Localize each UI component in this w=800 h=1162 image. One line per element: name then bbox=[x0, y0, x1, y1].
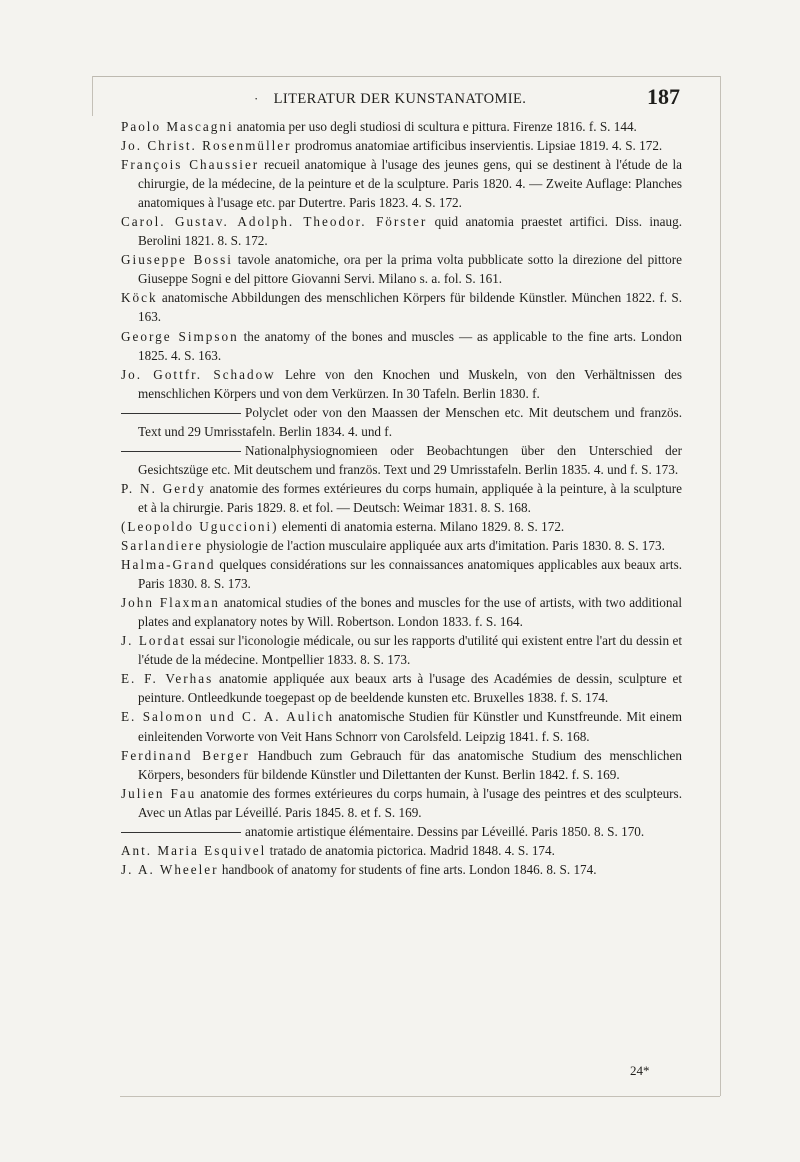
entry-text: Nationalphysiognomieen oder Beobachtungen über den Unterschied der Gesichtszüge etc. Mit deutschem und französ. Text und 29 Umrisstafeln. Berlin 1835. 4. und f. S. 173. bbox=[138, 442, 682, 477]
entry-author: François Chaussier bbox=[121, 157, 260, 173]
bibliography-entry bbox=[121, 746, 682, 784]
entry-text: anatomische Studien für Künstler und Kunstfreunde. Mit einem einleitenden Vorworte von Veit Hans Schnorr von Carolsfeld. Leipzig 1841. f. S. 168. bbox=[138, 709, 683, 744]
entry-text: quelques considérations sur les connaissances anatomiques applicables aux beaux arts. Paris 1830. 8. S. 173. bbox=[138, 557, 682, 592]
entry-text: anatomia per uso degli studiosi di scultura e pittura. Firenze 1816. f. S. 144. bbox=[233, 119, 637, 134]
signature-mark: 24* bbox=[630, 1063, 650, 1078]
bibliography-entry bbox=[121, 860, 682, 879]
bibliography-entry bbox=[121, 155, 682, 212]
bibliography-entry bbox=[121, 517, 682, 536]
bibliography-entry bbox=[121, 250, 682, 288]
bibliography-entry bbox=[121, 136, 682, 155]
entry-text: essai sur l'iconologie médicale, ou sur les rapports d'utilité qui existent entre l'art du dessin et l'étude de la médecine. Montpellier 1833. 8. S. 173. bbox=[138, 633, 682, 668]
running-header bbox=[120, 84, 680, 113]
page-border-bottom bbox=[120, 1096, 720, 1097]
bibliography-entry bbox=[121, 784, 682, 822]
entry-text: anatomie des formes extérieures du corps humain, à l'usage des peintres et des sculpteurs. Avec un Atlas par Léveillé. Paris 1845. 8. et f. S. 169. bbox=[138, 785, 682, 820]
page-border-right bbox=[720, 76, 721, 1096]
entry-text: prodromus anatomiae artificibus inservientis. Lipsiae 1819. 4. S. 172. bbox=[291, 138, 663, 154]
entry-author: Jo. Christ. Rosenmüller bbox=[121, 138, 292, 154]
entry-author: Sarlandiere bbox=[121, 538, 204, 554]
entry-text: the anatomy of the bones and muscles — as applicable to the fine arts. London 1825. 4. S. 163. bbox=[138, 328, 682, 363]
page-border-left bbox=[92, 76, 93, 116]
bibliography-entry bbox=[121, 555, 682, 593]
bibliography-entry bbox=[121, 288, 682, 326]
page-number: 187 bbox=[647, 84, 680, 109]
entry-text: Polyclet oder von den Maassen der Menschen etc. Mit deutschem und französ. Text und 29 Umrisstafeln. Berlin 1834. 4. und f. bbox=[138, 404, 682, 439]
header-title: LITERATUR DER KUNSTANATOMIE. bbox=[273, 91, 527, 107]
bibliography-entry bbox=[121, 536, 682, 555]
bibliography-entry bbox=[121, 669, 682, 707]
entry-author: Halma-Grand bbox=[121, 557, 216, 573]
entry-text: tratado de anatomia pictorica. Madrid 1848. 4. S. 174. bbox=[266, 842, 555, 858]
entry-author: J. Lordat bbox=[121, 633, 187, 649]
entry-text: anatomie des formes extérieures du corps humain, appliquée à la peinture, à la sculpture et à la chirurgie. Paris 1829. 8. et fol. — Deutsch: Weimar 1831. 8. S. 168. bbox=[138, 480, 683, 515]
entry-author: Ant. Maria Esquivel bbox=[121, 842, 267, 858]
bibliography-entry bbox=[121, 365, 682, 403]
bibliography-entry bbox=[121, 212, 682, 250]
entry-author: George Simpson bbox=[121, 328, 239, 344]
entry-text: quid anatomia praestet artifici. Diss. inaug. Berolini 1821. 8. S. 172. bbox=[138, 214, 682, 249]
entry-text: anatomical studies of the bones and muscles for the use of artists, with two additional plates and explanatory notes by Will. Robertson. London 1833. f. S. 164. bbox=[138, 595, 682, 630]
entry-author: P. N. Gerdy bbox=[121, 480, 206, 496]
header-dot: · bbox=[254, 91, 259, 106]
bibliography-list bbox=[121, 117, 682, 879]
entry-text: elementi di anatomia esterna. Milano 1829. 8. S. 172. bbox=[278, 518, 565, 534]
ditto-dash bbox=[121, 413, 241, 414]
bibliography-entry bbox=[121, 117, 682, 136]
entry-text: recueil anatomique à l'usage des jeunes gens, qui se destinent à l'étude de la chirurgie, de la médecine, de la peinture et de la sculpture. Paris 1820. 4. — Zweite Auflage: Planches anatomiques à l'usage etc. par Dutertre. Paris 1823. 4. S. 172. bbox=[138, 157, 682, 211]
ditto-dash bbox=[121, 832, 241, 833]
entry-author: Paolo Mascagni bbox=[121, 119, 234, 134]
entry-text: physiologie de l'action musculaire appliquée aux arts d'imitation. Paris 1830. 8. S. 173. bbox=[203, 538, 665, 554]
entry-author: E. F. Verhas bbox=[121, 671, 214, 687]
entry-author: E. Salomon und C. A. Aulich bbox=[121, 709, 335, 725]
entry-text: Handbuch zum Gebrauch für das anatomische Studium des menschlichen Körpers, besonders für bildende Künstler und Dilettanten der Kunst. Berlin 1842. f. S. 169. bbox=[138, 747, 682, 782]
bibliography-entry bbox=[121, 841, 682, 860]
bibliography-entry bbox=[121, 327, 682, 365]
entry-author: Ferdinand Berger bbox=[121, 747, 250, 763]
entry-text: tavole anatomiche, ora per la prima volta pubblicate sotto la direzione del pittore Giuseppe Sogni e del pittore Giovanni Servi. Milano s. a. fol. S. 161. bbox=[138, 252, 682, 287]
entry-author: Jo. Gottfr. Schadow bbox=[121, 366, 276, 382]
bibliography-entry bbox=[121, 479, 682, 517]
entry-text: anatomie artistique élémentaire. Dessins par Léveillé. Paris 1850. 8. S. 170. bbox=[245, 823, 645, 839]
bibliography-entry bbox=[121, 593, 682, 631]
bibliography-entry bbox=[121, 441, 682, 479]
entry-text: anatomie appliquée aux beaux arts à l'usage des Académies de dessin, sculpture et peinture. Ontleedkunde toegepast op de beeldende kunsten etc. Bruxelles 1838. f. S. 174. bbox=[138, 671, 682, 706]
entry-author: J. A. Wheeler bbox=[121, 861, 219, 877]
entry-text: Lehre von den Knochen und Muskeln, von den Verhältnissen des menschlichen Körpers und von dem Verkürzen. In 30 Tafeln. Berlin 1830. f. bbox=[138, 366, 682, 401]
page-border-top bbox=[92, 76, 720, 77]
entry-author: Carol. Gustav. Adolph. Theodor. Förster bbox=[121, 214, 428, 230]
entry-author: John Flaxman bbox=[121, 595, 220, 611]
bibliography-entry bbox=[121, 707, 682, 745]
bibliography-entry bbox=[121, 631, 682, 669]
ditto-dash bbox=[121, 451, 241, 452]
entry-author: Giuseppe Bossi bbox=[121, 252, 233, 268]
bibliography-entry bbox=[121, 822, 682, 841]
entry-text: anatomische Abbildungen des menschlichen Körpers für bildende Künstler. München 1822. f. S. 163. bbox=[138, 290, 682, 325]
bibliography-entry bbox=[121, 403, 682, 441]
entry-author: (Leopoldo Uguccioni) bbox=[121, 518, 279, 534]
entry-author: Julien Fau bbox=[121, 785, 197, 801]
entry-author: Köck bbox=[121, 290, 158, 306]
entry-text: handbook of anatomy for students of fine arts. London 1846. 8. S. 174. bbox=[218, 861, 597, 877]
